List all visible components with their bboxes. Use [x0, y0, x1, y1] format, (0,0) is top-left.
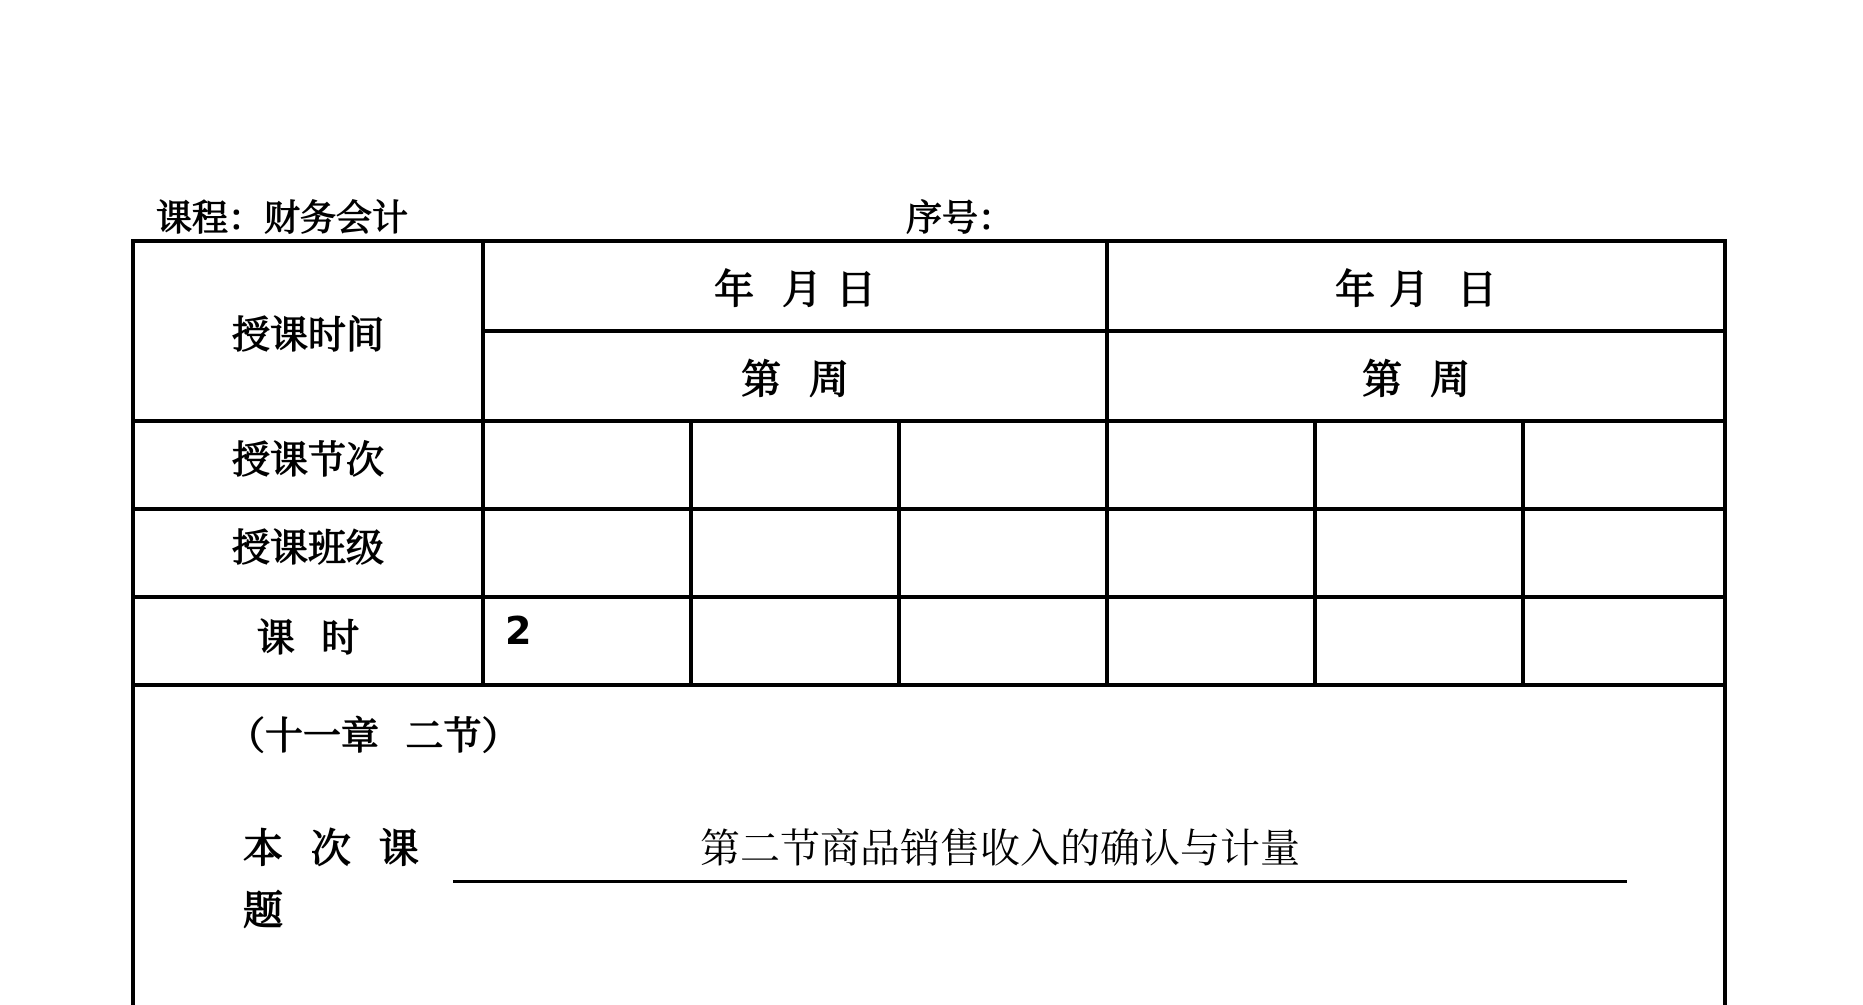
- section-cell[interactable]: [1107, 421, 1315, 509]
- lesson-topic-label-continued: 题: [243, 888, 283, 934]
- week-cell-1[interactable]: 第 周: [483, 331, 1107, 421]
- class-cell[interactable]: [1523, 509, 1725, 597]
- hours-cell[interactable]: [691, 597, 899, 685]
- teaching-time-label: 授课时间: [133, 241, 483, 421]
- hours-cell[interactable]: [899, 597, 1107, 685]
- section-cell[interactable]: [483, 421, 691, 509]
- lesson-topic-label: 本 次 课: [243, 826, 419, 872]
- class-cell[interactable]: [899, 509, 1107, 597]
- class-cell[interactable]: [483, 509, 691, 597]
- class-hours-label: 课 时: [133, 597, 483, 685]
- course-label: 课程：财务会计: [156, 198, 409, 239]
- class-hours-value[interactable]: 2: [483, 597, 691, 685]
- hours-cell[interactable]: [1523, 597, 1725, 685]
- week-cell-2[interactable]: 第 周: [1107, 331, 1725, 421]
- chapter-reference: （十一章 二节）: [227, 714, 520, 758]
- lesson-content-area: [133, 685, 1725, 1005]
- class-cell[interactable]: [1315, 509, 1523, 597]
- hours-cell[interactable]: [1107, 597, 1315, 685]
- section-cell[interactable]: [1523, 421, 1725, 509]
- date-cell-1[interactable]: 年 月 日: [483, 241, 1107, 331]
- section-cell[interactable]: [691, 421, 899, 509]
- hours-cell[interactable]: [1315, 597, 1523, 685]
- sequence-label: 序号：: [906, 198, 1015, 239]
- section-cell[interactable]: [1315, 421, 1523, 509]
- topic-underline: [453, 880, 1627, 883]
- class-cell[interactable]: [691, 509, 899, 597]
- date-cell-2[interactable]: 年 月 日: [1107, 241, 1725, 331]
- teaching-record-table: [131, 239, 1727, 1005]
- section-cell[interactable]: [899, 421, 1107, 509]
- class-cell[interactable]: [1107, 509, 1315, 597]
- teaching-class-label: 授课班级: [133, 509, 483, 597]
- lesson-topic-text[interactable]: 第二节商品销售收入的确认与计量: [700, 826, 1300, 872]
- teaching-section-label: 授课节次: [133, 421, 483, 509]
